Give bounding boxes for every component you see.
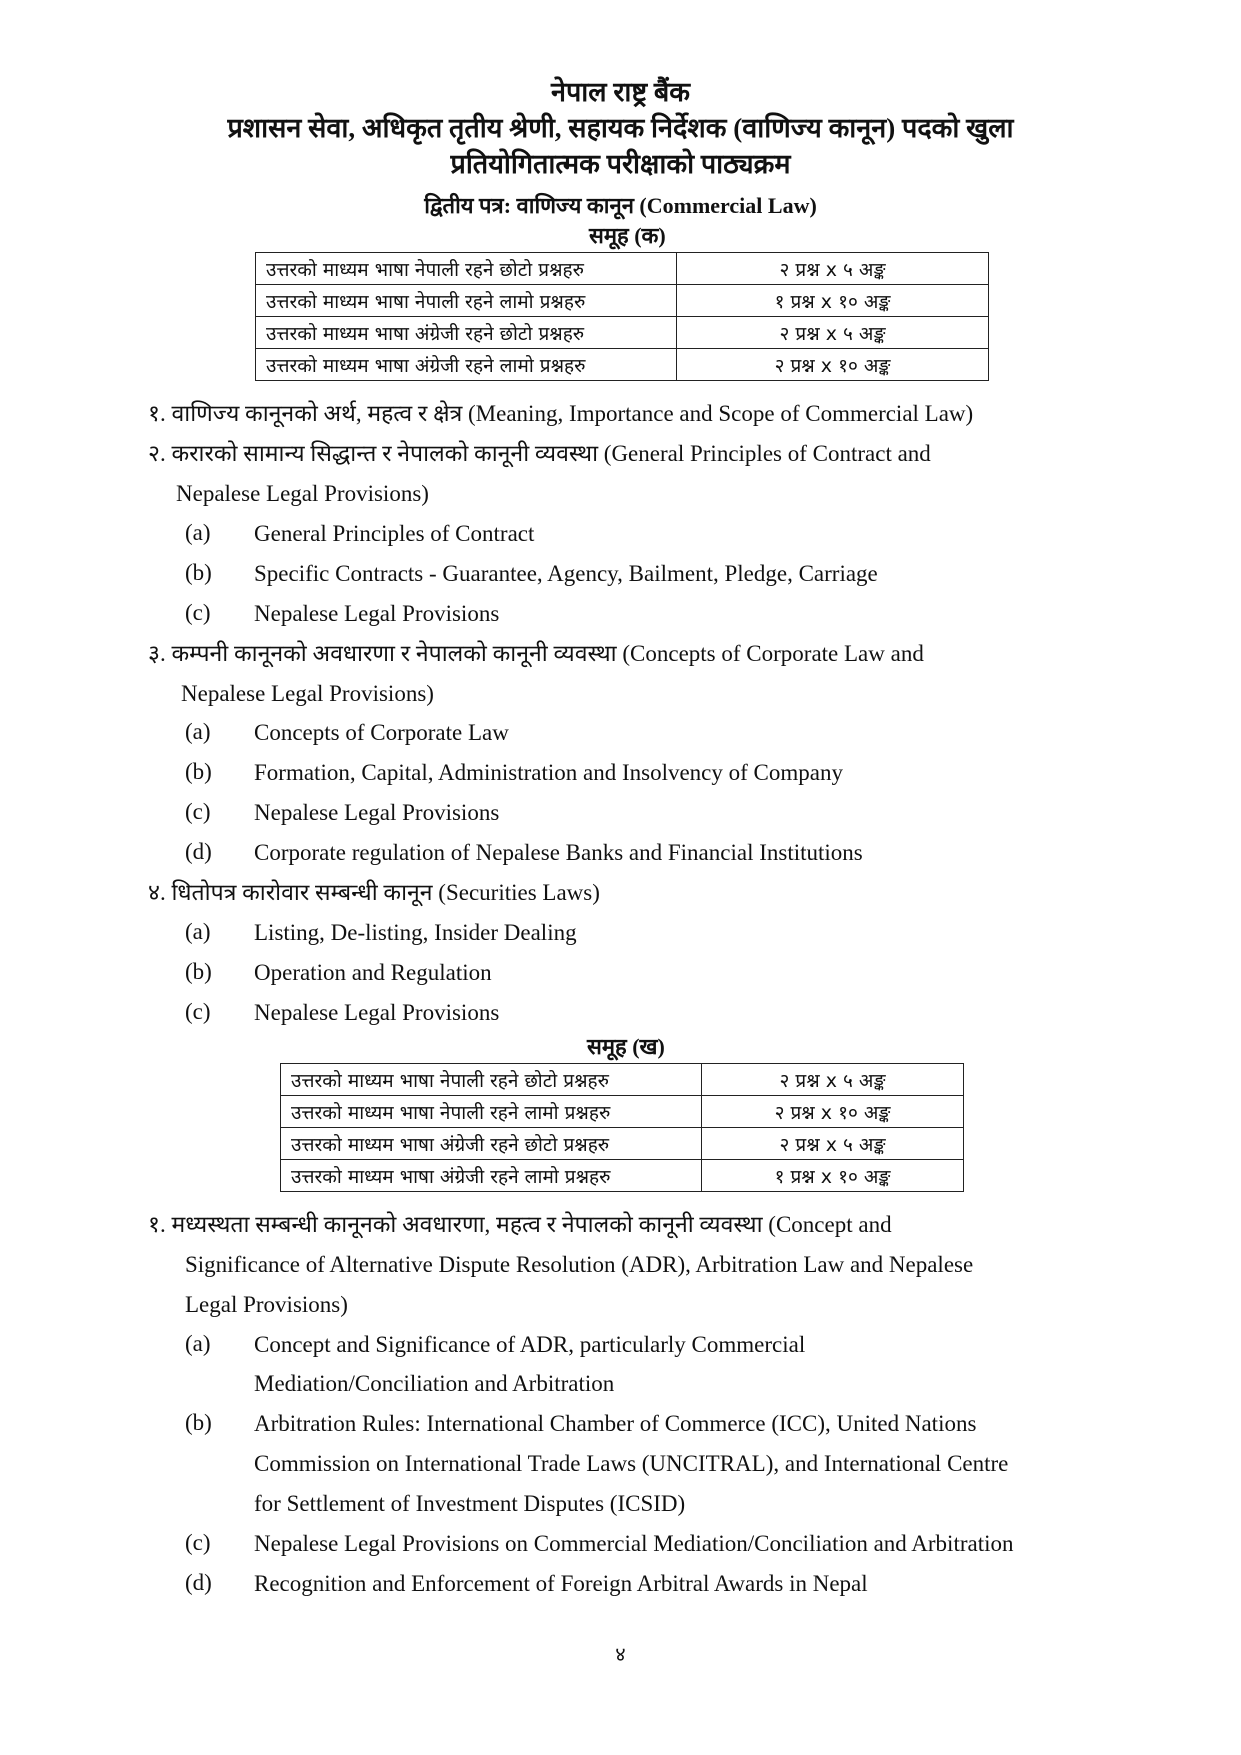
list-item-cont: for Settlement of Investment Disputes (ICSID) [254, 1491, 686, 1516]
table-cell-value: २ प्रश्न x १० अङ्क [702, 1096, 964, 1128]
table-cell-value: २ प्रश्न x ५ अङ्क [677, 317, 989, 349]
group-a-marks-table [255, 252, 989, 381]
document-subtitle: प्रशासन सेवा, अधिकृत तृतीय श्रेणी, सहायक निर्देशक (वाणिज्य कानून) पदको खुला [227, 113, 1014, 143]
topic-a3-cont: Nepalese Legal Provisions) [181, 681, 434, 706]
list-item: Nepalese Legal Provisions [254, 800, 500, 825]
table-cell-label: उत्तरको माध्यम भाषा नेपाली रहने लामो प्रश्नहरु [256, 285, 677, 317]
table-row [256, 253, 989, 285]
list-item-cont: Mediation/Conciliation and Arbitration [254, 1371, 615, 1396]
item-marker: (c) [185, 799, 211, 824]
paper-title: द्वितीय पत्र: वाणिज्य कानून (Commercial Law) [424, 193, 817, 218]
table-cell-label: उत्तरको माध्यम भाषा अंग्रेजी रहने लामो प्रश्नहरु [281, 1160, 702, 1192]
table-cell-label: उत्तरको माध्यम भाषा नेपाली रहने लामो प्रश्नहरु [281, 1096, 702, 1128]
table-row [281, 1160, 964, 1192]
topic-a4: ४. धितोपत्र कारोवार सम्बन्धी कानून (Securities Laws) [148, 880, 600, 905]
item-marker: (b) [185, 560, 212, 585]
table-row [256, 349, 989, 381]
table-row [281, 1096, 964, 1128]
topic-a3: ३. कम्पनी कानूनको अवधारणा र नेपालको कानूनी व्यवस्था (Concepts of Corporate Law and [148, 641, 924, 666]
list-item: Formation, Capital, Administration and Insolvency of Company [254, 760, 843, 785]
list-item: Nepalese Legal Provisions [254, 601, 500, 626]
item-marker: (a) [185, 719, 211, 744]
list-item: Operation and Regulation [254, 960, 492, 985]
table-cell-value: १ प्रश्न x १० अङ्क [702, 1160, 964, 1192]
table-cell-value: २ प्रश्न x ५ अङ्क [702, 1128, 964, 1160]
list-item: Nepalese Legal Provisions [254, 1000, 500, 1025]
table-cell-label: उत्तरको माध्यम भाषा नेपाली रहने छोटो प्रश्नहरु [256, 253, 677, 285]
table-cell-value: १ प्रश्न x १० अङ्क [677, 285, 989, 317]
group-b-marks-table [280, 1063, 964, 1192]
table-row [256, 285, 989, 317]
document-subtitle-2: प्रतियोगितात्मक परीक्षाको पाठ्यक्रम [450, 149, 791, 179]
list-item: Corporate regulation of Nepalese Banks and Financial Institutions [254, 840, 863, 865]
page-number: ४ [615, 1644, 626, 1666]
table-cell-label: उत्तरको माध्यम भाषा अंग्रेजी रहने लामो प्रश्नहरु [256, 349, 677, 381]
list-item: Recognition and Enforcement of Foreign Arbitral Awards in Nepal [254, 1571, 868, 1596]
list-item: Arbitration Rules: International Chamber of Commerce (ICC), United Nations [254, 1411, 977, 1436]
item-marker: (b) [185, 959, 212, 984]
list-item-cont: Commission on International Trade Laws (UNCITRAL), and International Centre [254, 1451, 1009, 1476]
item-marker: (d) [185, 839, 212, 864]
document-title: नेपाल राष्ट्र बैंक [550, 77, 691, 107]
topic-b1-cont-2: Legal Provisions) [185, 1292, 348, 1317]
list-item: Listing, De-listing, Insider Dealing [254, 920, 577, 945]
list-item: General Principles of Contract [254, 521, 535, 546]
item-marker: (b) [185, 1410, 212, 1435]
topic-b1-cont: Significance of Alternative Dispute Resolution (ADR), Arbitration Law and Nepalese [185, 1252, 974, 1277]
topic-a1: १. वाणिज्य कानूनको अर्थ, महत्व र क्षेत्र (Meaning, Importance and Scope of Commercial Law) [148, 401, 974, 426]
item-marker: (a) [185, 919, 211, 944]
list-item: Concepts of Corporate Law [254, 720, 509, 745]
item-marker: (c) [185, 600, 211, 625]
table-cell-value: २ प्रश्न x ५ अङ्क [677, 253, 989, 285]
group-b-title: समूह (ख) [587, 1034, 665, 1059]
table-cell-label: उत्तरको माध्यम भाषा नेपाली रहने छोटो प्रश्नहरु [281, 1064, 702, 1096]
table-cell-value: २ प्रश्न x १० अङ्क [677, 349, 989, 381]
table-row [281, 1064, 964, 1096]
table-row [281, 1128, 964, 1160]
list-item: Specific Contracts - Guarantee, Agency, Bailment, Pledge, Carriage [254, 561, 878, 586]
item-marker: (b) [185, 759, 212, 784]
table-cell-label: उत्तरको माध्यम भाषा अंग्रेजी रहने छोटो प्रश्नहरु [281, 1128, 702, 1160]
topic-b1: १. मध्यस्थता सम्बन्धी कानूनको अवधारणा, महत्व र नेपालको कानूनी व्यवस्था (Concept and [148, 1212, 892, 1237]
table-cell-label: उत्तरको माध्यम भाषा अंग्रेजी रहने छोटो प्रश्नहरु [256, 317, 677, 349]
item-marker: (a) [185, 1331, 211, 1356]
item-marker: (a) [185, 520, 211, 545]
group-a-title: समूह (क) [589, 223, 666, 248]
item-marker: (d) [185, 1570, 212, 1595]
list-item: Nepalese Legal Provisions on Commercial Mediation/Conciliation and Arbitration [254, 1531, 1014, 1556]
table-cell-value: २ प्रश्न x ५ अङ्क [702, 1064, 964, 1096]
topic-a2-cont: Nepalese Legal Provisions) [176, 481, 429, 506]
table-row [256, 317, 989, 349]
item-marker: (c) [185, 1530, 211, 1555]
item-marker: (c) [185, 999, 211, 1024]
list-item: Concept and Significance of ADR, particularly Commercial [254, 1332, 806, 1357]
topic-a2: २. करारको सामान्य सिद्धान्त र नेपालको कानूनी व्यवस्था (General Principles of Contract and [148, 441, 931, 466]
